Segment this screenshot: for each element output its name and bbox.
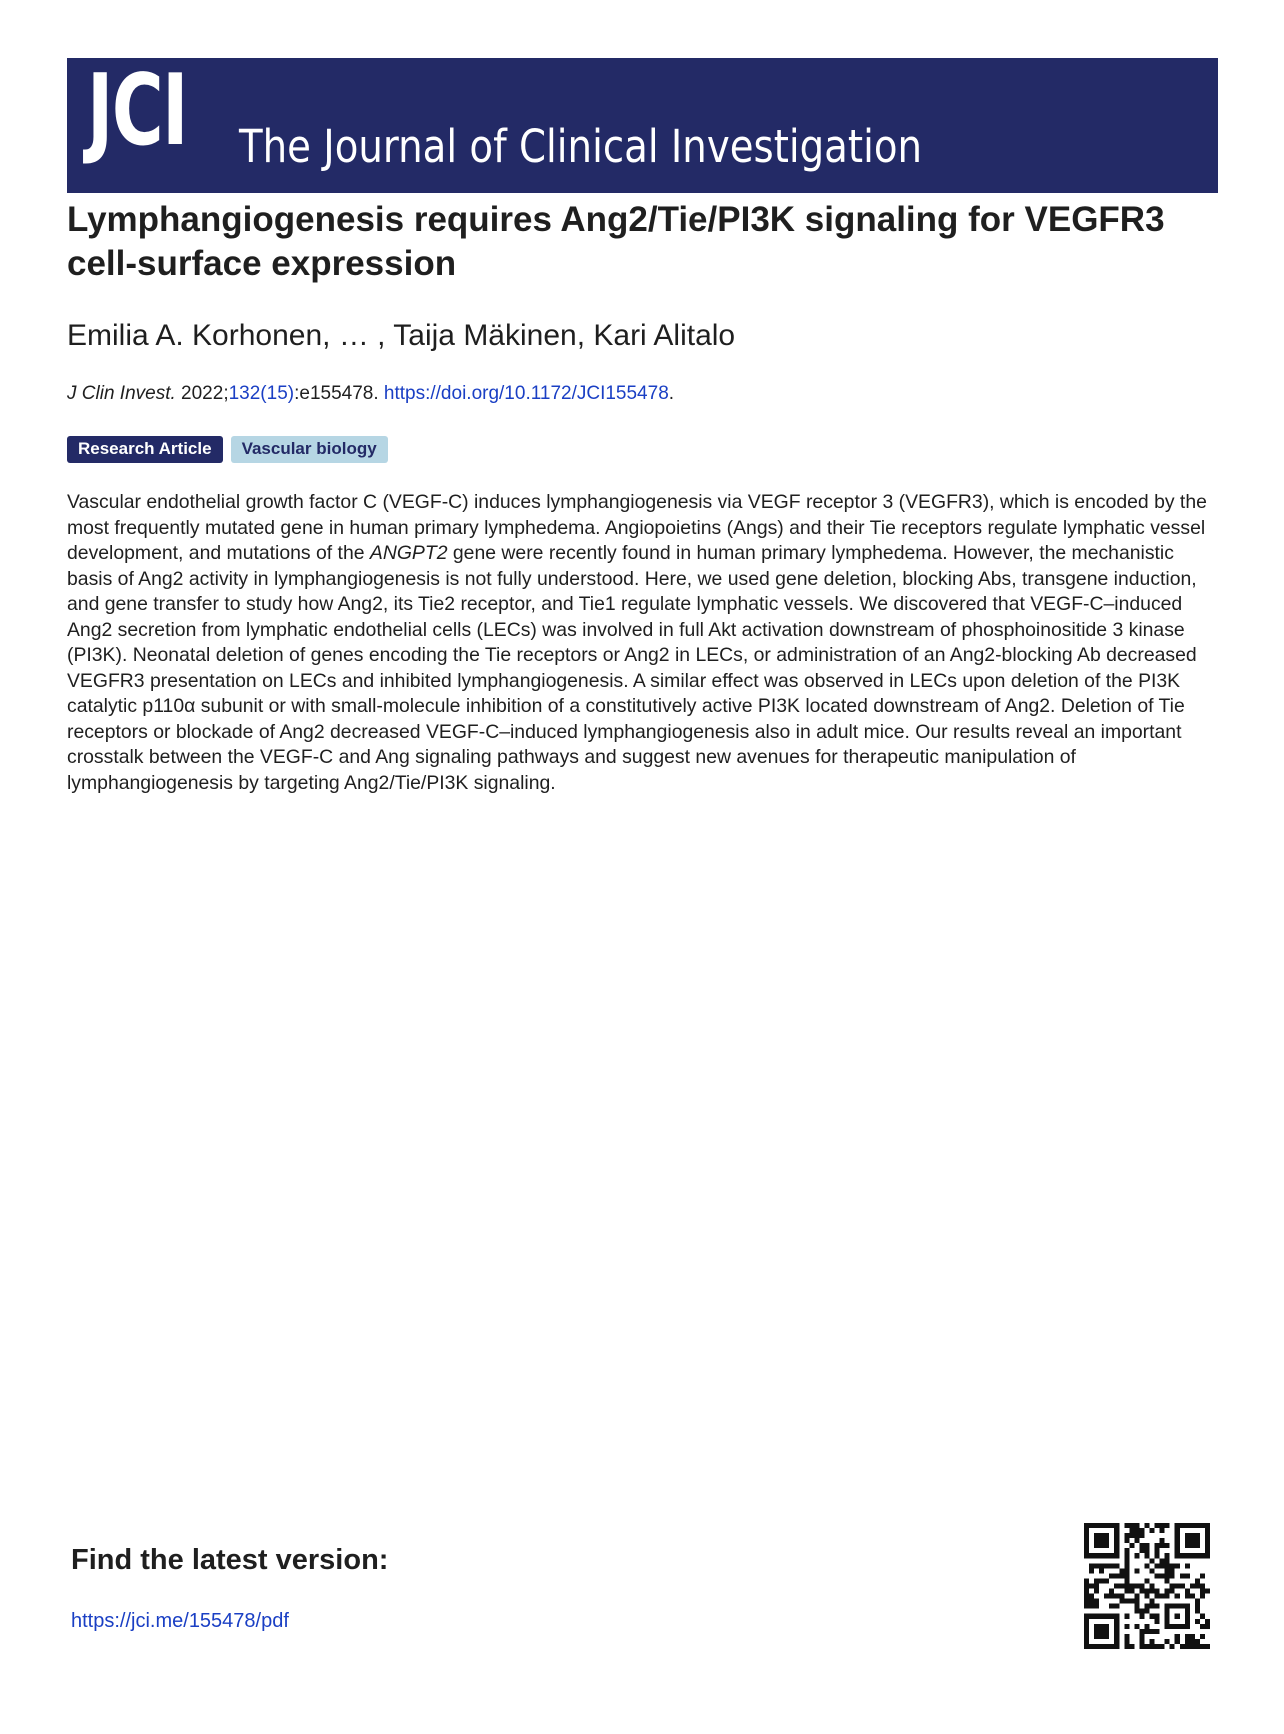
abstract-gene-name: ANGPT2	[369, 542, 448, 564]
journal-banner	[67, 58, 1218, 193]
article-tags	[67, 436, 388, 463]
author-list: Emilia A. Korhonen, … , Taija Mäkinen, Kari Alitalo	[67, 319, 736, 352]
qr-code-icon[interactable]	[1084, 1523, 1210, 1649]
latest-version-heading: Find the latest version:	[71, 1544, 389, 1576]
article-title: Lymphangiogenesis requires Ang2/Tie/PI3K signaling for VEGFR3 cell-surface expression	[67, 200, 1165, 283]
jci-logo: JCI	[87, 58, 187, 168]
abstract	[67, 490, 1217, 796]
citation-year: 2022;	[181, 383, 229, 404]
abstract-text-1: Vascular endothelial growth factor C (VEGF-C) induces lymphangiogenesis via VEGF receptor 3 (VEGFR3), which is encoded by the most frequently mutated gene in human primary lymphedema. Angiopoietins (Angs) and their Tie receptors regulate lymphatic vessel development, and mutations of the	[67, 491, 1207, 564]
citation-article-id: :e155478.	[294, 383, 384, 404]
journal-name: The Journal of Clinical Investigation	[239, 120, 923, 173]
abstract-text-2: gene were recently found in human primary lymphedema. However, the mechanistic basis of Ang2 activity in lymphangiogenesis is not fully understood. Here, we used gene deletion, blocking Abs, transgene induction, and gene transfer to study how Ang2, its Tie2 receptor, and Tie1 regulate lymphatic vessels. We discovered that VEGF-C–induced Ang2 secretion from lymphatic endothelial cells (LECs) was involved in full Akt activation downstream of phosphoinositide 3 kinase (PI3K). Neonatal deletion of genes encoding the Tie receptors or Ang2 in LECs, or administration of an Ang2-blocking Ab decreased VEGFR3 presentation on LECs and inhibited lymphangiogenesis. A similar effect was observed in LECs upon deletion of the PI3K catalytic p110α subunit or with small-molecule inhibition of a constitutively active PI3K located downstream of Ang2. Deletion of Tie receptors or blockade of Ang2 decreased VEGF-C–induced lymphangiogenesis also in adult mice. Our results reveal an important crosstalk between the VEGF-C and Ang signaling pathways and suggest new avenues for therapeutic manipulation of lymphangiogenesis by targeting Ang2/Tie/PI3K signaling.	[67, 542, 1197, 794]
tag-vascular-biology[interactable]: Vascular biology	[231, 436, 388, 463]
tag-research-article[interactable]: Research Article	[67, 436, 223, 463]
latest-version-link[interactable]: https://jci.me/155478/pdf	[71, 1610, 289, 1632]
citation-journal: J Clin Invest.	[67, 383, 176, 404]
volume-issue-link[interactable]: 132(15)	[228, 383, 295, 404]
citation-line	[67, 382, 674, 406]
citation-end: .	[668, 383, 675, 404]
doi-link[interactable]: https://doi.org/10.1172/JCI155478	[383, 383, 669, 404]
